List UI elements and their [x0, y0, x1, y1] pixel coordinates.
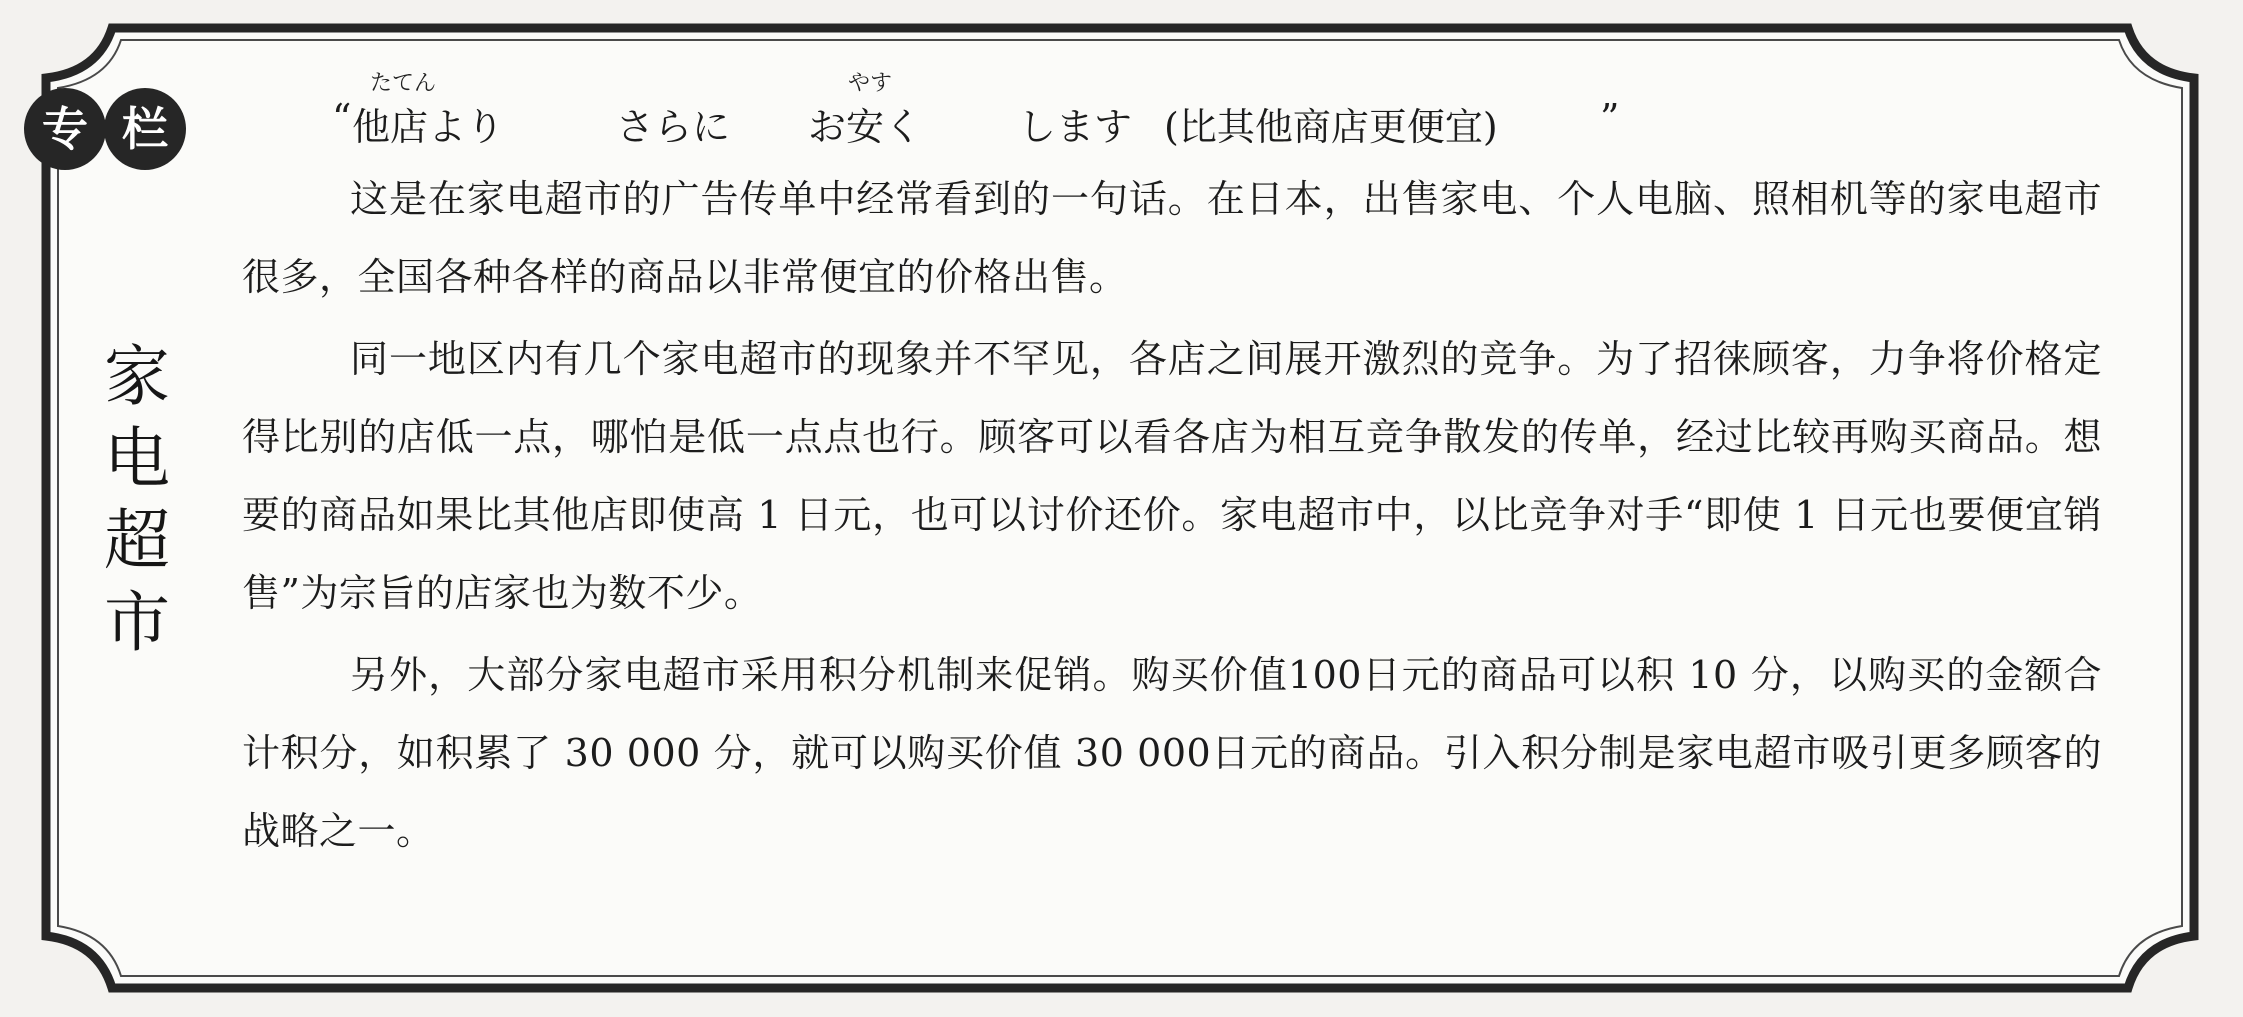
- headline: [242, 40, 2102, 160]
- column-title-char: 市: [104, 584, 170, 661]
- column-title-char: 家: [104, 338, 170, 415]
- headline-phrase: 他店より: [352, 105, 505, 149]
- headline-translation: (比其他商店更便宜): [1164, 105, 1498, 149]
- headline-phrase: します: [1018, 105, 1133, 149]
- headline-quote-open: “: [332, 96, 352, 140]
- column-title-char: 超: [104, 502, 170, 579]
- paragraph: 另外，大部分家电超市采用积分机制来促销。购买价值100日元的商品可以积 10 分，以购买的金额合计积分，如积累了 30 000 分，就可以购买价值 30 000日元的商品。引入积分制是家电超市吸引更多顾客的战略之一。: [242, 653, 2102, 853]
- headline-quote-close: ”: [1600, 96, 1620, 140]
- column-badge-char: 专: [24, 88, 106, 170]
- headline-phrase: さらに: [616, 105, 731, 149]
- paragraph: 这是在家电超市的广告传单中经常看到的一句话。在日本，出售家电、个人电脑、照相机等的家电超市很多，全国各种各样的商品以非常便宜的价格出售。: [242, 177, 2102, 299]
- column-body: [242, 40, 2102, 874]
- column-title: [92, 336, 182, 664]
- column-badge-char: 栏: [104, 88, 186, 170]
- column-title-char: 电: [104, 420, 170, 497]
- headline-phrase: お安く: [808, 105, 923, 149]
- furigana: やす: [848, 71, 893, 96]
- paragraph: 同一地区内有几个家电超市的现象并不罕见，各店之间展开激烈的竞争。为了招徕顾客，力争将价格定得比别的店低一点，哪怕是低一点点也行。顾客可以看各店为相互竞争散发的传单，经过比较再购买商品。想要的商品如果比其他店即使高 1 日元，也可以讨价还价。家电超市中，以比竞争对手“即使 1 日元也要便宜销售”为宗旨的店家也为数不少。: [242, 337, 2102, 615]
- furigana: たてん: [370, 71, 437, 96]
